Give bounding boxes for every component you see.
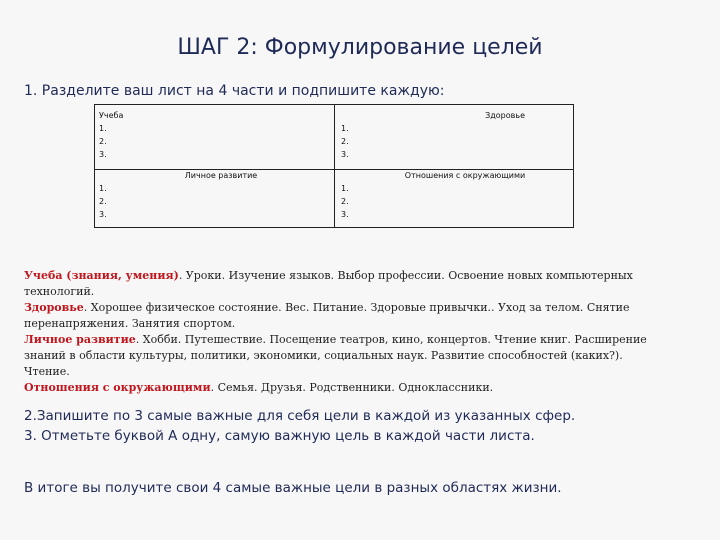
cell-health-item: 1. bbox=[341, 124, 349, 133]
cell-study-item: 1. bbox=[99, 124, 107, 133]
sphere-label-health: Здоровье bbox=[24, 301, 84, 314]
cell-health bbox=[341, 109, 575, 161]
cell-personal-development-label: Личное развитие bbox=[184, 171, 258, 180]
final-note: В итоге вы получите свои 4 самые важные цели в разных областях жизни. bbox=[24, 480, 562, 496]
page-title: ШАГ 2: Формулирование целей bbox=[177, 35, 543, 60]
vertical-divider bbox=[334, 105, 335, 227]
four-part-sheet-diagram bbox=[94, 104, 574, 228]
sphere-label-personal-development: Личное развитие bbox=[24, 333, 136, 346]
sphere-descriptions bbox=[24, 268, 664, 396]
sphere-text-health: . Хорошее физическое состояние. Вес. Питание. Здоровые привычки.. Уход за телом. Снятие перенапряжения. Занятия спортом. bbox=[24, 301, 630, 330]
cell-relationships bbox=[341, 169, 575, 221]
step-2-instruction: 2.Запишите по 3 самые важные для себя цели в каждой из указанных сфер. bbox=[24, 408, 576, 424]
cell-relationships-item: 1. bbox=[341, 184, 349, 193]
sphere-label-relationships: Отношения с окружающими bbox=[24, 381, 211, 394]
sphere-text-study: . Уроки. Изучение языков. Выбор профессии. Освоение новых компьютерных технологий. bbox=[24, 269, 633, 298]
sphere-text-personal-development: . Хобби. Путешествие. Посещение театров, кино, концертов. Чтение книг. Расширение знаний в области культуры, политики, экономики, социальных наук. Развитие способностей (каких?). Чтение. bbox=[24, 333, 647, 378]
cell-relationships-label: Отношения с окружающими bbox=[404, 171, 526, 180]
cell-personal-development-item: 1. bbox=[99, 184, 107, 193]
sphere-text-relationships: . Семья. Друзья. Родственники. Одноклассники. bbox=[210, 381, 494, 394]
cell-health-item: 3. bbox=[341, 150, 349, 159]
cell-personal-development-item: 3. bbox=[99, 210, 107, 219]
cell-health-item: 2. bbox=[341, 137, 349, 146]
cell-relationships-item: 3. bbox=[341, 210, 349, 219]
sphere-label-study: Учеба (знания, умения) bbox=[24, 269, 179, 282]
step-3-instruction: 3. Отметьте буквой А одну, самую важную цель в каждой части листа. bbox=[24, 428, 535, 444]
steps-2-3-instructions bbox=[24, 406, 714, 446]
cell-personal-development-item: 2. bbox=[99, 197, 107, 206]
cell-study-item: 2. bbox=[99, 137, 107, 146]
cell-health-label: Здоровье bbox=[485, 111, 525, 120]
step-1-instruction: 1. Разделите ваш лист на 4 части и подпишите каждую: bbox=[24, 83, 445, 99]
cell-study bbox=[99, 109, 333, 161]
cell-study-item: 3. bbox=[99, 150, 107, 159]
cell-personal-development bbox=[99, 169, 333, 221]
cell-relationships-item: 2. bbox=[341, 197, 349, 206]
cell-study-label: Учеба bbox=[99, 111, 124, 120]
